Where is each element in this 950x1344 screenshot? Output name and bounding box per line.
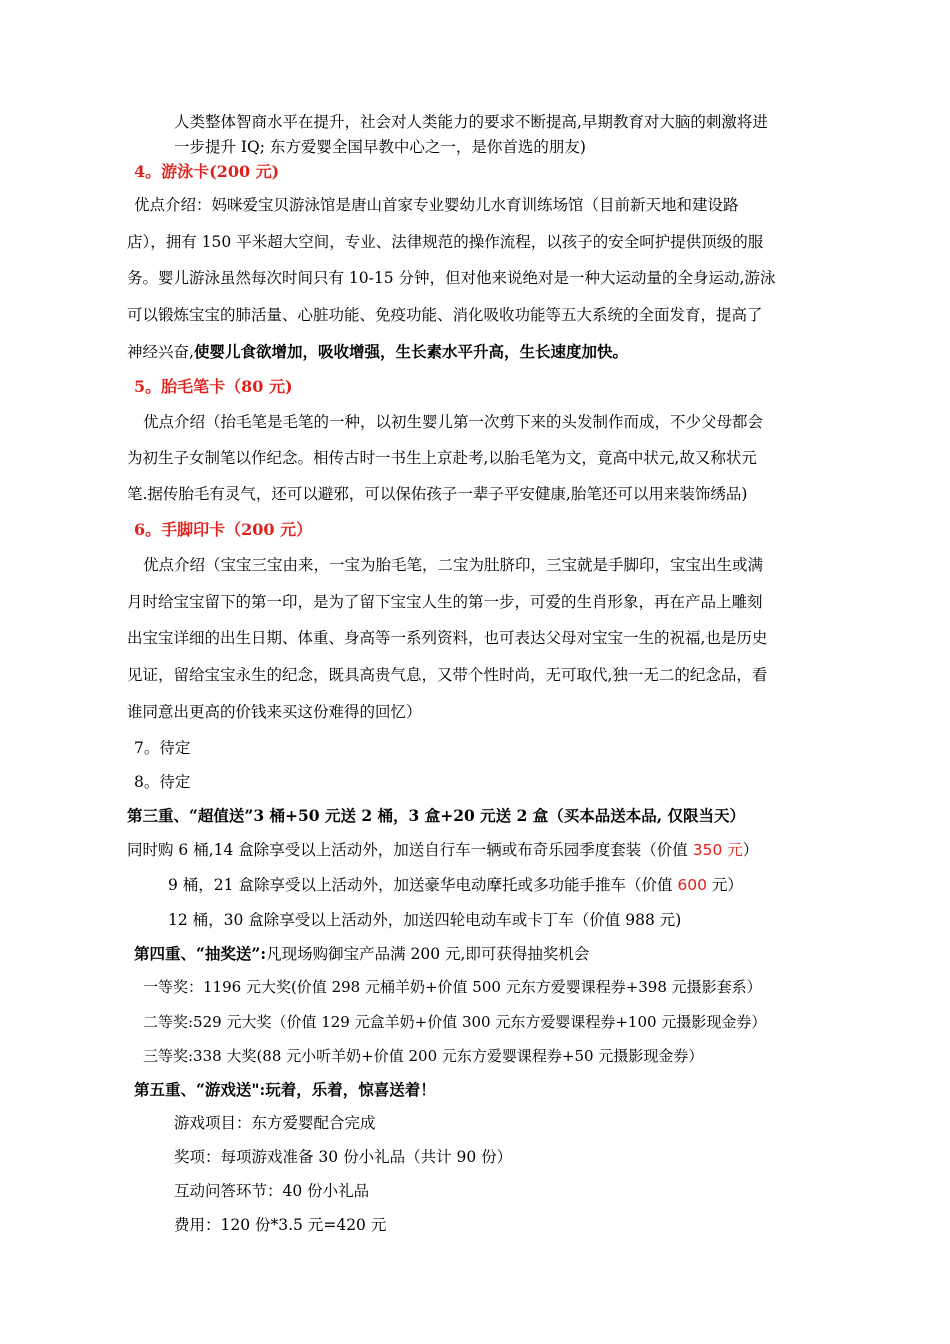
print-line-4: 见证，留给宝宝永生的纪念，既具高贵气息，又带个性时尚，无可取代,独一无二的纪念品，看: [127, 666, 768, 684]
print-line-1: 优点介绍（宝宝三宝由来，一宝为胎毛笔，二宝为肚脐印，三宝就是手脚印，宝宝出生或满: [143, 556, 764, 574]
brush-line-1: 优点介绍（抬毛笔是毛笔的一种，以初生婴儿第一次剪下来的头发制作而成，不少父母都会: [143, 413, 764, 431]
fourth-heading-plain: 凡现场购御宝产品满 200 元,即可获得抽奖机会: [266, 945, 590, 963]
section-heading-fourth: [134, 944, 589, 964]
intro-line-1: 人类整体智商水平在提升，社会对人类能力的要求不断提高,早期教育对大脑的刺激将进: [174, 113, 768, 131]
swim-line-1: 优点介绍：妈咪爱宝贝游泳馆是唐山首家专业婴幼儿水育训练场馆（目前新天地和建设路: [134, 196, 739, 214]
fifth-item-quiz: 互动问答环节：40 份小礼品: [174, 1182, 370, 1200]
brush-line-3: 笔.据传胎毛有灵气，还可以避邪，可以保佑孩子一辈子平安健康,胎笔还可以用来装饰绣品): [127, 485, 748, 503]
section-heading-third: 第三重、“超值送”3 桶+50 元送 2 桶，3 盒+20 元送 2 盒（买本品送本品, 仅限当天）: [127, 806, 746, 825]
third-row-2: [168, 875, 743, 895]
third-row-2-text: 9 桶，21 盒除享受以上活动外，加送豪华电动摩托或多功能手推车（价值: [168, 876, 678, 894]
swim-line-5: [127, 342, 628, 362]
fifth-item-prize: 奖项：每项游戏准备 30 份小礼品（共计 90 份）: [174, 1148, 513, 1166]
swim-line-3: 务。婴儿游泳虽然每次时间只有 10-15 分钟，但对他来说绝对是一种大运动量的全身运动,游泳: [127, 269, 776, 287]
third-row-2-end: 元）: [706, 876, 743, 894]
print-line-5: 谁同意出更高的价钱来买这份难得的回忆）: [127, 703, 422, 721]
intro-line-2: 一步提升 IQ; 东方爱婴全国早教中心之一，是你首选的朋友): [174, 138, 586, 156]
section-heading-brush: 5。胎毛笔卡（80 元): [134, 377, 293, 396]
third-row-3: 12 桶，30 盒除享受以上活动外，加送四轮电动车或卡丁车（价值 988 元): [168, 911, 682, 929]
third-row-1: [127, 840, 758, 860]
third-row-1-price: 350 元: [692, 841, 743, 859]
fifth-item-cost: 费用：120 份*3.5 元=420 元: [174, 1216, 387, 1234]
section-heading-print: 6。手脚印卡（200 元）: [134, 520, 313, 539]
prize-third: 三等奖:338 大奖(88 元小听羊奶+价值 200 元东方爱婴课程券+50 元摄影现金券）: [143, 1047, 704, 1065]
print-line-2: 月时给宝宝留下的第一印，是为了留下宝宝人生的第一步，可爱的生肖形象，再在产品上雕刻: [127, 593, 763, 611]
swim-line-4: 可以锻炼宝宝的肺活量、心脏功能、免疫功能、消化吸收功能等五大系统的全面发育，提高了: [127, 306, 763, 324]
prize-first: 一等奖：1196 元大奖(价值 298 元桶羊奶+价值 500 元东方爱婴课程券+398 元摄影套系）: [143, 978, 762, 996]
pending-item-8: 8。待定: [134, 773, 191, 791]
pending-item-7: 7。待定: [134, 739, 191, 757]
third-row-2-price: 600: [677, 876, 707, 894]
fourth-heading-bold: 第四重、“抽奖送”:: [134, 944, 267, 963]
section-heading-fifth: 第五重、“游戏送":玩着，乐着，惊喜送着！: [134, 1080, 436, 1099]
third-row-1-text: 同时购 6 桶,14 盒除享受以上活动外，加送自行车一辆或布奇乐园季度套装（价值: [127, 841, 693, 859]
brush-line-2: 为初生子女制笔以作纪念。相传古时一书生上京赴考,以胎毛笔为文，竟高中状元,故又称状元: [127, 449, 757, 467]
section-heading-swim: 4。游泳卡(200 元): [134, 162, 280, 181]
fifth-item-game: 游戏项目：东方爱婴配合完成: [174, 1114, 376, 1132]
prize-second: 二等奖:529 元大奖（价值 129 元盒羊奶+价值 300 元东方爱婴课程券+100 元摄影现金券）: [143, 1013, 767, 1031]
swim-line-2: 店），拥有 150 平米超大空间，专业、法律规范的操作流程，以孩子的安全呵护提供顶级的服: [127, 233, 764, 251]
swim-last-bold: 使婴儿食欲增加，吸收增强，生长素水平升高，生长速度加快。: [193, 342, 628, 361]
print-line-3: 出宝宝详细的出生日期、体重、身高等一系列资料，也可表达父母对宝宝一生的祝福,也是历史: [127, 629, 768, 647]
third-row-1-end: ）: [742, 841, 759, 859]
swim-last-plain: 神经兴奋,: [127, 343, 194, 361]
